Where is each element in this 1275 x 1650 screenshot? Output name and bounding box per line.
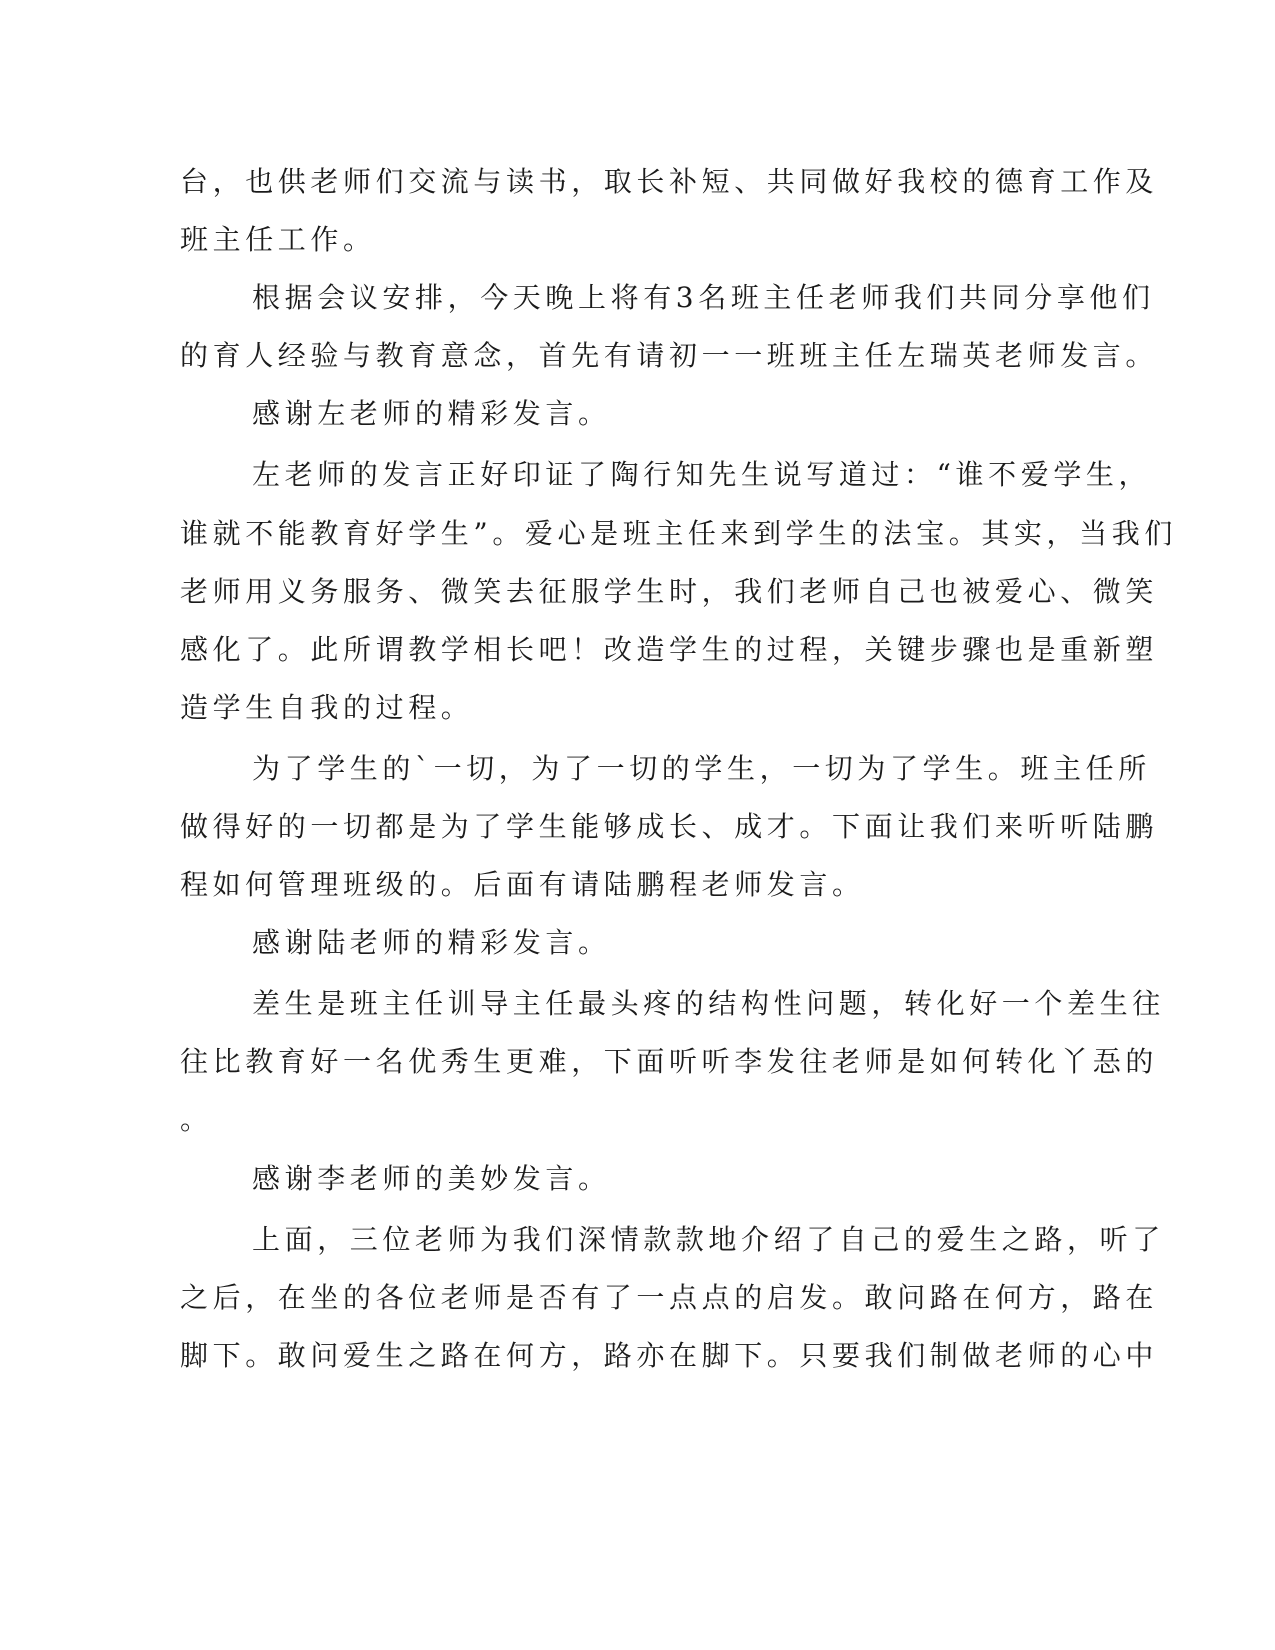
paragraph-first-line: 为了学生的`一切，为了一切的学生，一切为了学生。班主任所 bbox=[252, 752, 1151, 785]
text-line: 的育人经验与教育意念，首先有请初一一班班主任左瑞英老师发言。 bbox=[180, 339, 1159, 372]
text-line: 往比教育好一名优秀生更难，下面听听李发往老师是如何转化丫忢的 bbox=[180, 1045, 1159, 1078]
text-line: 老师用义务服务、微笑去征服学生时，我们老师自己也被爱心、微笑 bbox=[180, 575, 1159, 608]
text-line: 造学生自我的过程。 bbox=[180, 691, 474, 724]
text-line: 台，也供老师们交流与读书，取长补短、共同做好我校的德育工作及 bbox=[180, 165, 1159, 198]
paragraph-first-line: 左老师的发言正好印证了陶行知先生说写道过：“谁不爱学生， bbox=[252, 458, 1152, 491]
text-line: 做得好的一切都是为了学生能够成长、成才。下面让我们来听听陆鹏 bbox=[180, 810, 1159, 843]
text-line: 谁就不能教育好学生”。爱心是班主任来到学生的法宝。其实，当我们 bbox=[180, 517, 1177, 550]
paragraph-first-line: 差生是班主任训导主任最头疼的结构性问题，转化好一个差生往 bbox=[252, 987, 1165, 1020]
paragraph-first-line: 上面，三位老师为我们深情款款地介绍了自己的爱生之路，听了 bbox=[252, 1223, 1165, 1256]
paragraph-first-line: 根据会议安排，今天晚上将有3名班主任老师我们共同分享他们 bbox=[252, 281, 1155, 314]
paragraph-first-line: 感谢陆老师的精彩发言。 bbox=[252, 926, 611, 959]
text-line: 感化了。此所谓教学相长吧！改造学生的过程，关键步骤也是重新塑 bbox=[180, 633, 1159, 666]
text-line: 程如何管理班级的。后面有请陆鹏程老师发言。 bbox=[180, 868, 865, 901]
text-line: 班主任工作。 bbox=[180, 223, 376, 256]
text-line: 。 bbox=[180, 1103, 213, 1136]
text-line: 脚下。敢问爱生之路在何方，路亦在脚下。只要我们制做老师的心中 bbox=[180, 1339, 1159, 1372]
text-line: 之后，在坐的各位老师是否有了一点点的启发。敢问路在何方，路在 bbox=[180, 1281, 1159, 1314]
paragraph-first-line: 感谢李老师的美妙发言。 bbox=[252, 1162, 611, 1195]
paragraph-first-line: 感谢左老师的精彩发言。 bbox=[252, 397, 611, 430]
